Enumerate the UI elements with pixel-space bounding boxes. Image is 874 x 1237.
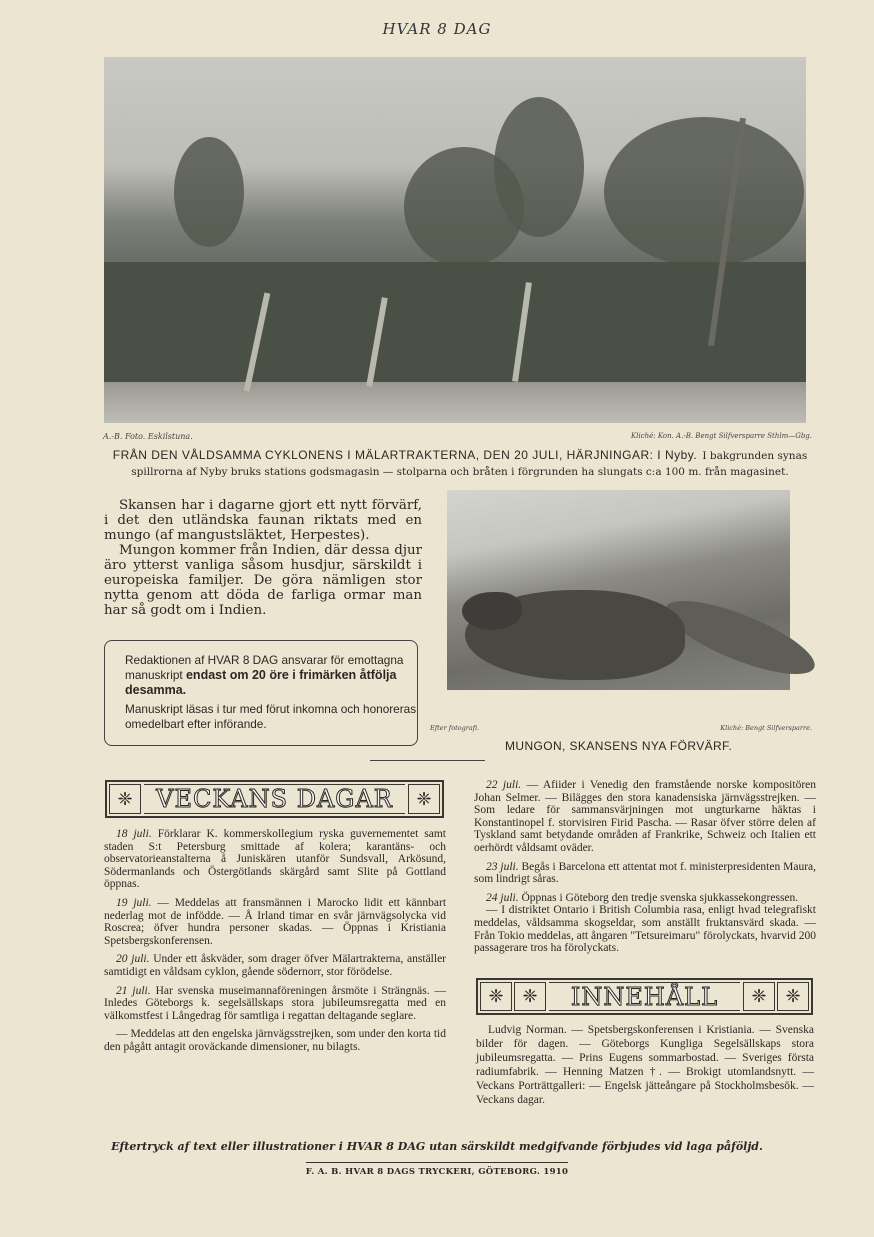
day-entry [474, 779, 816, 855]
day-entry [104, 953, 446, 978]
veckans-dagar-right-column [474, 779, 816, 961]
day-entry [104, 985, 446, 1023]
entry-date: 19 juli. [116, 896, 152, 909]
entry-date: 23 juli. [486, 860, 519, 873]
cliche-credit: Kliché: Bengt Silfversparre. [720, 724, 812, 732]
photo-credit: Efter fotografi. [430, 724, 480, 732]
cyclone-caption [100, 447, 820, 479]
day-entry [104, 897, 446, 947]
ornament-icon: ❈ [109, 784, 141, 814]
notice-line: Redaktionen af HVAR 8 DAG ansvarar för emottagna manuskript [125, 653, 404, 682]
day-entry [104, 828, 446, 891]
entry-text: Öppnas i Göteborg den tredje svenska sjukkassekongressen. [521, 891, 799, 904]
copyright-notice: Eftertryck af text eller illustrationer i HVAR 8 DAG utan särskildt medgifvande förbjudes vid laga påföljd. [111, 1140, 763, 1153]
cliche-credit: Kliché: Kon. A.-B. Bengt Silfversparre Sthlm—Gbg. [630, 432, 812, 440]
day-entry [474, 904, 816, 954]
entry-text: — Meddelas att den engelska järnvägsstrejken, som under den korta tid den pågått antagit oroväckande dimensioner, nu bilagts. [104, 1028, 446, 1053]
day-entry [104, 1028, 446, 1053]
running-header: HVAR 8 DAG [382, 20, 492, 38]
caption-title: FRÅN DEN VÅLDSAMMA CYKLONENS I MÄLARTRAKTERNA, DEN 20 JULI, HÄRJNINGAR: I Nyby. [112, 448, 698, 462]
printer-imprint: F. A. B. HVAR 8 DAGS TRYCKERI, GÖTEBORG. 1910 [305, 1167, 569, 1177]
entry-date: 20 juli. [116, 953, 150, 966]
day-entry [474, 861, 816, 886]
day-entry [474, 892, 816, 905]
entry-date: 22 juli. [486, 779, 522, 791]
mongoose-head [462, 592, 522, 630]
photo-credit: A.-B. Foto. Eskilstuna. [103, 432, 193, 441]
veckans-dagar-left-column [104, 828, 446, 1060]
section-title: INNEHÅLL [549, 982, 740, 1011]
notice-bold: endast om 20 öre i frimärken åtfölja desamma. [125, 668, 397, 697]
entry-date: 24 juli. [486, 891, 519, 904]
entry-text: — Afiider i Venedig den framstående norske kompositören Johan Selmer. — Bilägges den stora kanadensiska järnvägsstrejken. — Som ledare för sammansvärjningen mot ungturkarne häktas i Konstantinopel f. storvisiren Firid Pascha. — Rasar öfver större delen af Tyskland samt betydande områden af Frankrike, Schweiz och Italien ett oerhördt våldsamt oväder. [474, 779, 817, 854]
article-paragraph: Skansen har i dagarne gjort ett nytt förvärf, i det den utländska faunan riktats med en mungo (af mangustsläktet, Herpestes). [104, 498, 422, 543]
ornament-icon: ❈ [480, 982, 512, 1011]
entry-date: 18 juli. [116, 828, 152, 840]
divider [306, 1162, 568, 1163]
caption-text: I bakgrunden synas spillrorna af Nyby bruks stations godsmagasin — stolparna och bråten i förgrunden ha slungats c:a 100 m. från magasinet. [131, 450, 808, 478]
innehall-heading [476, 978, 813, 1015]
editorial-notice-box [104, 640, 418, 746]
skansen-article [104, 498, 422, 618]
section-title: VECKANS DAGAR [144, 784, 405, 814]
entry-text: — I distriktet Ontario i British Columbia rasa, enligt hvad telegrafiskt meddelas, våldsamma skogseldar, som anställt fruktansvärd skada. — Från Tokio meddelas, att ångaren "Tetsureimaru" förolyckats, hvarvid 200 passagerare tros ha förolyckats. [474, 904, 816, 955]
ornament-icon: ❈ [743, 982, 775, 1011]
veckans-dagar-heading [105, 780, 444, 818]
notice-line: Manuskript läsas i tur med förut inkomna och honoreras omedelbart efter införande. [125, 702, 417, 731]
entry-text: Förklarar K. kommerskollegium ryska guvernementet samt staden S:t Petersburg smittade af kolera; karantäns- och observatorieanstalterna å Juniskären utanför Sundsvall, Arkösund, Södermanlands och Östergötlands skärgård samt Slite på Gottland öppnas. [104, 828, 446, 891]
entry-text: Har svenska museimannaföreningen årsmöte i Strängnäs. — Inledes Göteborgs k. segelsällskaps stora jubileumsregatta med en välkomstfest i Långedrag för samtliga i regattan deltagande seglare. [104, 984, 446, 1022]
entry-text: Begås i Barcelona ett attentat mot f. ministerpresidenten Maura, som lindrigt såras. [474, 860, 817, 886]
entry-date: 21 juli. [116, 984, 151, 997]
entry-text: — Meddelas att fransmännen i Marocko lidit ett kännbart nederlag mot de infödde. — Å Irland timar en svår järnvägsolycka vid Roscrea; öfver hundra personer skadas. — Öppnas i Kristiania Spetsbergskonferensen. [104, 896, 447, 947]
entry-text: Under ett åskväder, som drager öfver Mälartrakterna, anställer samtidigt en våldsam cyklon, gående södernorr, stor förödelse. [104, 953, 446, 978]
divider [370, 760, 485, 761]
ornament-icon: ❈ [408, 784, 440, 814]
ornament-icon: ❈ [514, 982, 546, 1011]
ornament-icon: ❈ [777, 982, 809, 1011]
table-of-contents [476, 1023, 814, 1107]
article-paragraph: Mungon kommer från Indien, där dessa djur äro ytterst vanliga såsom husdjur, särskildt i europeiska familjer. De göra nämligen stor nytta genom att döda de farliga ormar man har så godt om i Indien. [104, 543, 422, 618]
contents-text: Ludvig Norman. — Spetsbergskonferensen i Kristiania. — Svenska bilder för dagen. — Göteborgs Kungliga Segelsällskaps stora jubileumsregatta. — Prins Eugens sommarbostad. — Sveriges första radiumfabrik. — Henning Matzen †. — Brokigt utomlandsnytt. — Veckans Porträttgalleri: — Engelsk jätteångare på Stockholmsbesök. — Veckans dagar. [476, 1024, 814, 1106]
mongoose-caption: MUNGON, SKANSENS NYA FÖRVÄRF. [505, 739, 733, 753]
cyclone-damage-photo [104, 57, 806, 423]
